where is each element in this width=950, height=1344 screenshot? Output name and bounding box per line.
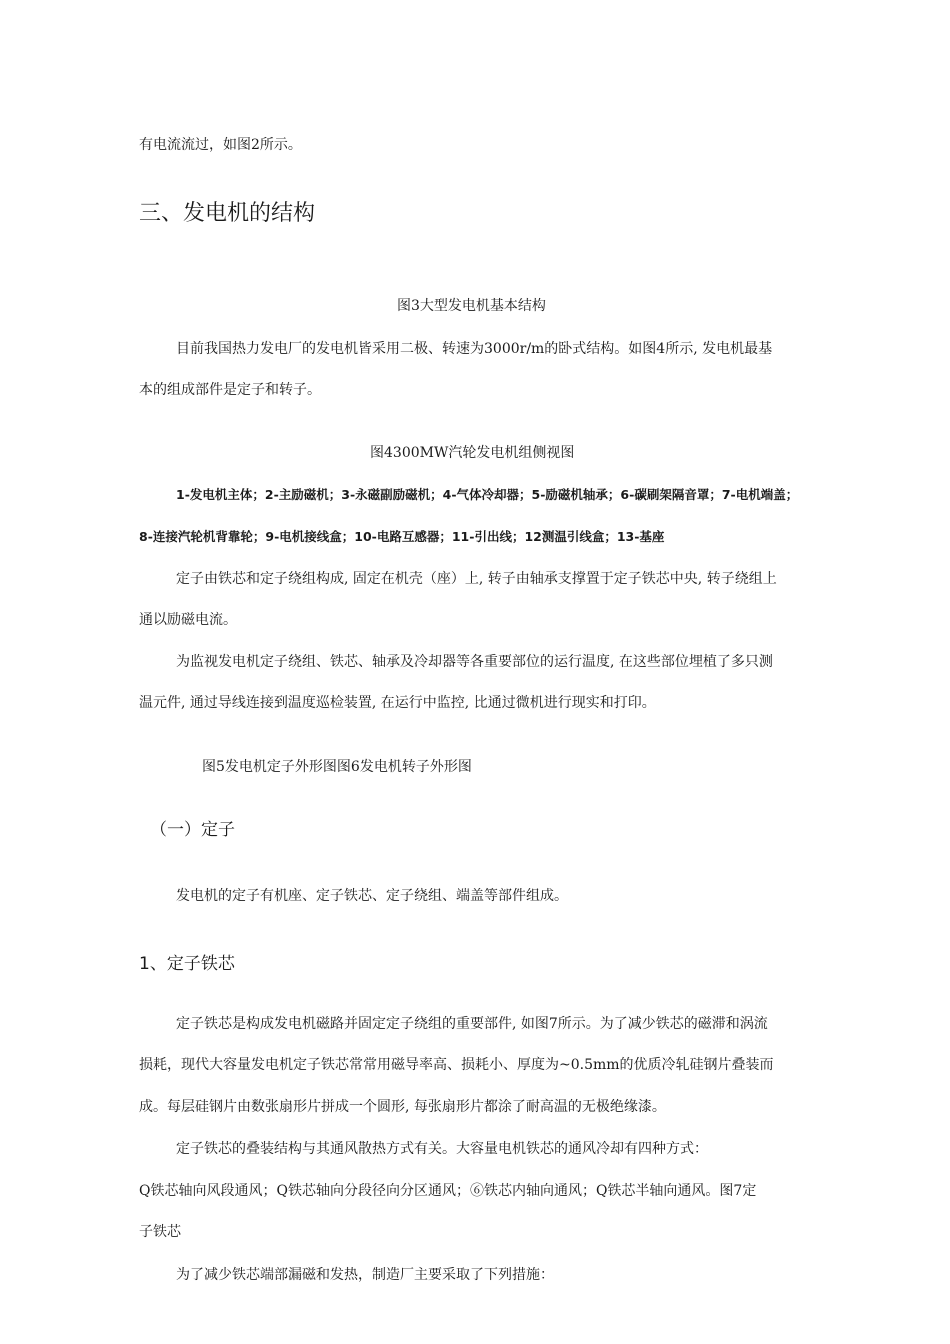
subsection-heading: （一）定子 [150,820,235,840]
paragraph-line: 目前我国热力发电厂的发电机皆采用二极、转速为3000r/m的卧式结构。如图4所示, 发电机最基 [176,341,773,357]
paragraph-line: 子铁芯 [139,1224,181,1240]
section-heading: 三、发电机的结构 [139,201,316,226]
paragraph-line: Q铁芯轴向风段通风；Q铁芯轴向分段径向分区通风；⑥铁芯内轴向通风；Q铁芯半轴向通风。图7定 [139,1183,757,1199]
paragraph-line: 有电流流过，如图2所示。 [139,137,302,153]
paragraph-line: 通以励磁电流。 [139,612,237,628]
paragraph-line: 定子铁芯的叠装结构与其通风散热方式有关。大容量电机铁芯的通风冷却有四种方式： [176,1141,708,1157]
paragraph-line: 定子铁芯是构成发电机磁路并固定定子绕组的重要部件, 如图7所示。为了减少铁芯的磁滞和涡流 [176,1016,768,1032]
paragraph-line: 发电机的定子有机座、定子铁芯、定子绕组、端盖等部件组成。 [176,888,568,904]
paragraph-line: 定子由铁芯和定子绕组构成, 固定在机壳（座）上, 转子由轴承支撑置于定子铁芯中央, 转子绕组上 [176,571,777,587]
paragraph-line: 损耗，现代大容量发电机定子铁芯常常用磁导率高、损耗小、厚度为~0.5mm的优质冷轧硅钢片叠装而 [139,1057,774,1073]
figure-legend-line: 1-发电机主体；2-主励磁机；3-永磁副励磁机；4-气体冷却器；5-励磁机轴承；6-碳刷架隔音罩；7-电机端盖； [176,487,799,502]
paragraph-line: 为监视发电机定子绕组、铁芯、轴承及冷却器等各重要部位的运行温度, 在这些部位埋植了多只测 [176,654,773,670]
figure-caption: 图4300MW汽轮发电机组侧视图 [370,445,575,461]
paragraph-line: 温元件, 通过导线连接到温度巡检装置, 在运行中监控, 比通过微机进行现实和打印。 [139,695,656,711]
subsection-heading: 1、定子铁芯 [139,954,235,974]
paragraph-line: 为了减少铁芯端部漏磁和发热，制造厂主要采取了下列措施： [176,1267,554,1283]
figure-caption: 图5发电机定子外形图图6发电机转子外形图 [202,759,472,775]
paragraph-line: 成。每层硅钢片由数张扇形片拼成一个圆形, 每张扇形片都涂了耐高温的无极绝缘漆。 [139,1099,666,1115]
paragraph-line: 本的组成部件是定子和转子。 [139,382,321,398]
figure-caption: 图3大型发电机基本结构 [397,298,546,314]
figure-legend-line: 8-连接汽轮机背靠轮；9-电机接线盒；10-电路互感器；11-引出线；12测温引线盒；13-基座 [139,529,665,544]
